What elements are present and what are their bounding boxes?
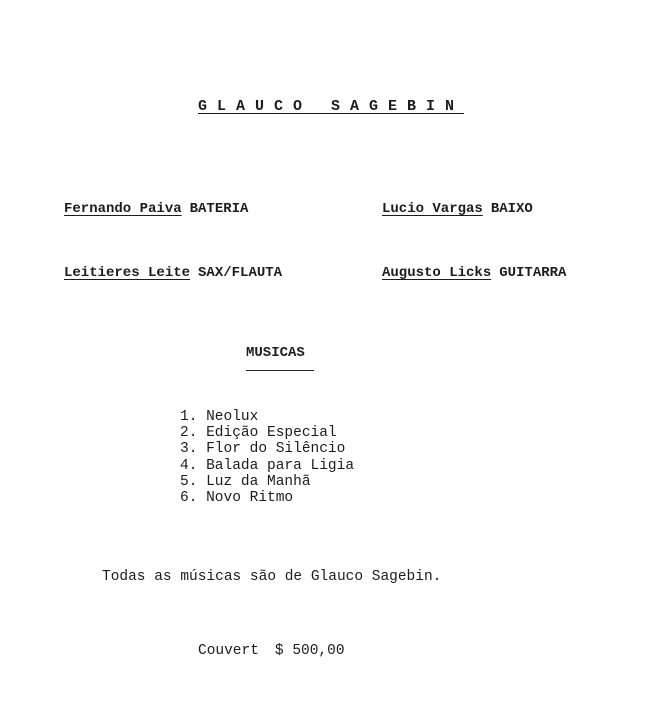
member-bass: [382, 201, 533, 217]
couvert-label: Couvert: [198, 643, 259, 659]
member-role: BATERIA: [189, 201, 249, 217]
list-item: 3. Flor do Silêncio: [180, 441, 346, 458]
member-name: Augusto Licks: [382, 265, 492, 281]
list-item: 4. Balada para Ligia: [180, 457, 355, 474]
heading-underline: [246, 370, 314, 371]
program-title: GLAUCO SAGEBIN: [198, 98, 465, 115]
list-item: 5. Luz da Manhã: [180, 473, 311, 490]
member-name: Lucio Vargas: [382, 201, 483, 217]
songs-heading: MUSICAS: [246, 345, 305, 361]
member-name: Leitieres Leite: [64, 265, 191, 281]
member-sax: [64, 265, 282, 281]
couvert-line: [198, 643, 345, 659]
authorship-note: Todas as músicas são de Glauco Sagebin.: [102, 569, 442, 585]
member-role: GUITARRA: [499, 265, 567, 281]
member-role: SAX/FLAUTA: [198, 265, 283, 281]
member-drums: [64, 201, 248, 217]
member-role: BAIXO: [490, 201, 533, 217]
list-item: 1. Neolux: [180, 409, 259, 425]
song-list: [180, 409, 354, 506]
list-item: 2. Edição Especial: [180, 425, 337, 442]
member-name: Fernando Paiva: [64, 201, 182, 217]
member-guitar: [382, 265, 566, 281]
couvert-price: $ 500,00: [274, 643, 345, 659]
list-item: 6. Novo Ritmo: [180, 490, 294, 507]
